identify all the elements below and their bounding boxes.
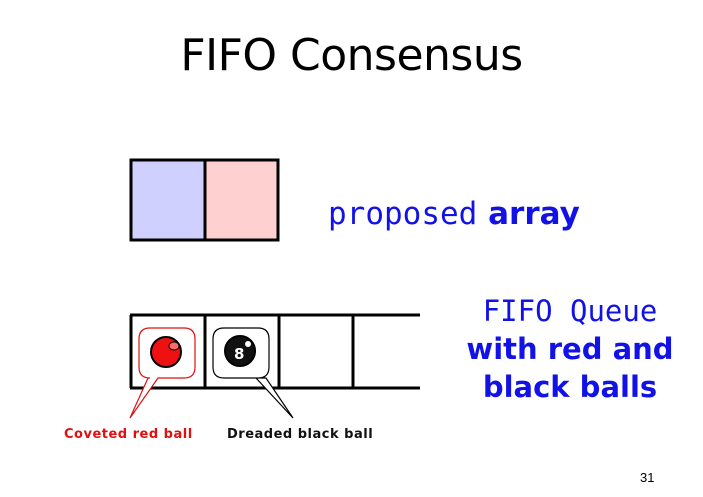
array-word: array xyxy=(488,196,580,232)
proposed-array-label xyxy=(328,196,580,232)
black-eight-ball-icon xyxy=(225,336,255,366)
black-ball-callout-bubble xyxy=(213,328,293,418)
queue-label-line1: FIFO Queue xyxy=(482,294,658,328)
proposed-cell-blue xyxy=(131,160,205,240)
proposed-cell-red xyxy=(205,160,278,240)
queue-label-line2: with red and xyxy=(466,332,674,366)
coveted-red-ball-label: Coveted red ball xyxy=(64,427,193,442)
proposed-array xyxy=(131,160,278,240)
slide-title: FIFO Consensus xyxy=(180,30,523,81)
ball-number: 8 xyxy=(234,345,245,363)
dreaded-black-ball-label: Dreaded black ball xyxy=(227,427,374,442)
fifo-queue-label xyxy=(458,292,682,406)
red-ball-icon xyxy=(151,337,181,367)
slide-number: 31 xyxy=(640,470,655,485)
proposed-word: proposed xyxy=(328,196,478,232)
queue-label-line3: black balls xyxy=(482,370,658,404)
